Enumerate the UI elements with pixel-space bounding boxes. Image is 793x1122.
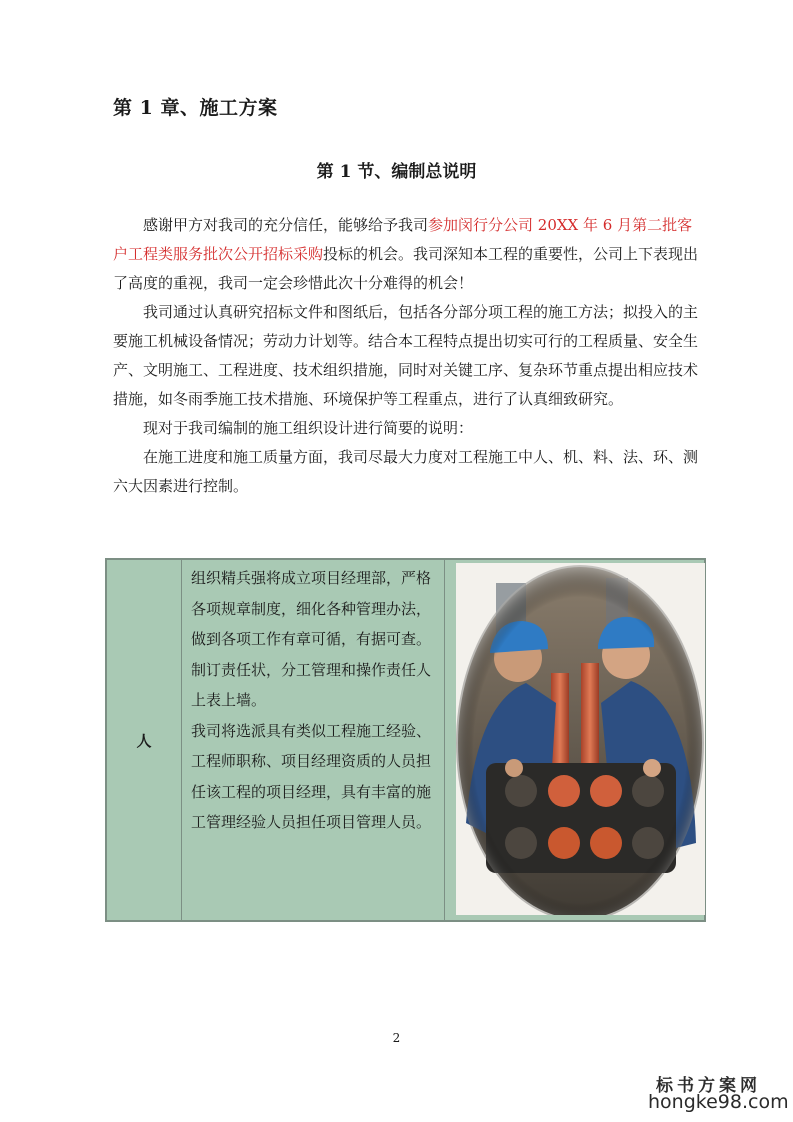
page-number: 2 — [392, 1031, 401, 1045]
photo-illustration — [456, 563, 705, 915]
paragraph-1 — [113, 211, 705, 298]
project-name-highlight: 参加闵行分公司 20XX 年 6 月第二批客户工程类服务批次公开招标采购 — [113, 216, 693, 263]
factor-description — [183, 560, 445, 920]
workers-pipes-photo — [456, 563, 705, 915]
factor-text-2: 我司将选派具有类似工程施工经验、工程师职称、项目经理资质的人员担任该工程的项目经理，具有丰富的施工管理经验人员担任项目管理人员。 — [191, 721, 432, 831]
paragraph-2: 我司通过认真研究招标文件和图纸后，包括各分部分项工程的施工方法；拟投入的主要施工机械设备情况；劳动力计划等。结合本工程特点提出切实可行的工程质量、安全生产、文明施工、工程进度、技术组织措施，同时对关键工序、复杂环节重点提出相应技术措施，如冬雨季施工技术措施、环境保护等工程重点，进行了认真细致研究。 — [113, 303, 699, 408]
chapter-title: 第 1 章、施工方案 — [113, 97, 278, 119]
factor-text-1: 组织精兵强将成立项目经理部，严格各项规章制度，细化各种管理办法，做到各项工作有章可循，有据可查。制订责任状，分工管理和操作责任人上表上墙。 — [191, 569, 432, 709]
factor-label: 人 — [107, 560, 182, 920]
factor-table — [105, 558, 706, 922]
photo-cell — [448, 560, 704, 920]
paragraph-1-before: 感谢甲方对我司的充分信任，能够给予我司 — [143, 216, 429, 234]
body-text — [113, 211, 705, 501]
section-title: 第 1 节、编制总说明 — [316, 162, 477, 182]
watermark-title: 标书方案网 — [656, 1076, 761, 1096]
paragraph-1-after: 投标的机会。我司深知本工程的重要性，公司上下表现出了高度的重视，我司一定会珍惜此次十分难得的机会！ — [113, 245, 699, 292]
paragraph-4: 在施工进度和施工质量方面，我司尽最大力度对工程施工中人、机、料、法、环、测六大因素进行控制。 — [113, 448, 699, 495]
watermark-url: hongke98.com — [648, 1091, 789, 1113]
paragraph-3: 现对于我司编制的施工组织设计进行简要的说明： — [143, 419, 474, 437]
